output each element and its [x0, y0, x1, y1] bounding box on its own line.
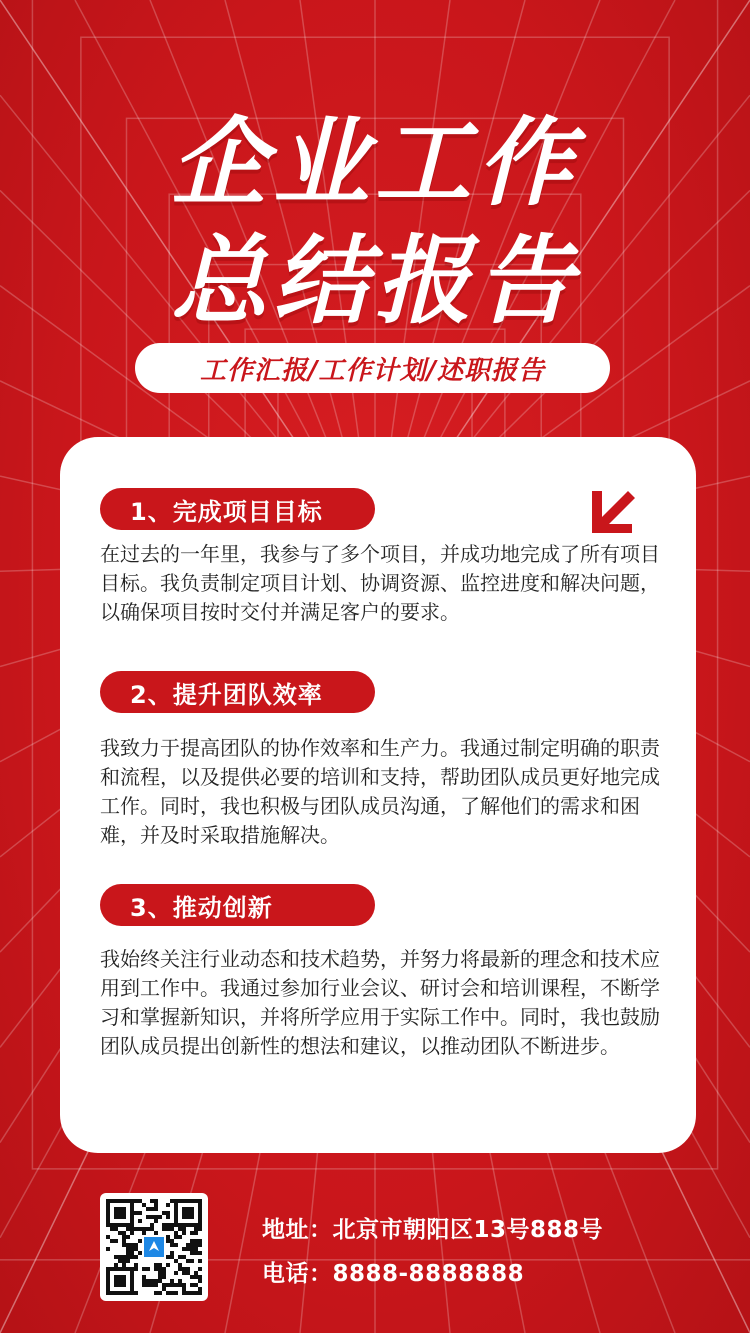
section-header-2 [100, 671, 375, 713]
subtitle-text: 工作汇报/工作计划/述职报告 [200, 355, 545, 386]
section-label: 3、推动创新 [130, 893, 273, 922]
subtitle-badge [135, 343, 610, 393]
phone-text: 电话：8888-8888888 [262, 1261, 525, 1287]
section-label: 2、提升团队效率 [130, 680, 323, 709]
section-paragraph: 我始终关注行业动态和技术趋势，并努力将最新的理念和技术应用到工作中。我通过参加行业会议、研讨会和培训课程，不断学习和掌握新知识，并将所学应用于实际工作中。同时，我也鼓励团队成员提出创新性的想法和建议，以推动团队不断进步。 [100, 947, 660, 1058]
address-text: 地址：北京市朝阳区13号888号 [262, 1217, 604, 1243]
page-title-line-1: 企业工作 [171, 107, 579, 219]
page-title-line-2: 总结报告 [171, 225, 579, 337]
section-header-1 [100, 488, 375, 530]
section-label: 1、完成项目目标 [130, 497, 323, 526]
section-paragraph: 在过去的一年里，我参与了多个项目，并成功地完成了所有项目目标。我负责制定项目计划、协调资源、监控进度和解决问题，以确保项目按时交付并满足客户的要求。 [100, 542, 660, 624]
arrow-down-left-icon [588, 487, 636, 535]
section-paragraph: 我致力于提高团队的协作效率和生产力。我通过制定明确的职责和流程，以及提供必要的培训和支持，帮助团队成员更好地完成工作。同时，我也积极与团队成员沟通，了解他们的需求和困难，并及时采取措施解决。 [100, 736, 660, 847]
section-header-3 [100, 884, 375, 926]
qr-code-icon [100, 1193, 208, 1301]
